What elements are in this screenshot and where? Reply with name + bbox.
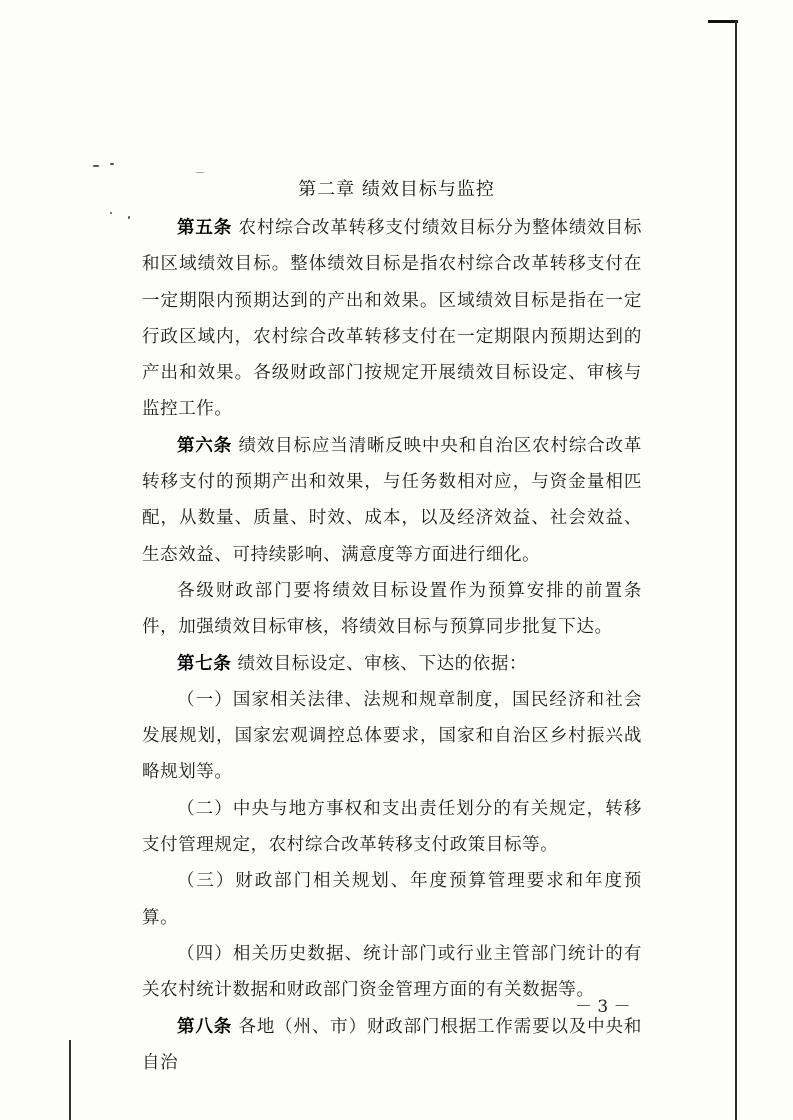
paragraph-text: 各级财政部门要将绩效目标设置作为预算安排的前置条件，加强绩效目标审核，将绩效目标与预算同步批复下达。 — [142, 580, 642, 638]
paragraph-article-6 — [142, 428, 642, 573]
paragraph-text: （四）相关历史数据、统计部门或行业主管部门统计的有关农村统计数据和财政部门资金管理方面的有关数据等。 — [142, 943, 642, 1001]
scan-speck — [110, 163, 114, 165]
page-number: － 3 － — [575, 997, 631, 1017]
article-label: 第七条 — [177, 653, 232, 674]
article-label: 第五条 — [177, 218, 233, 238]
paragraph-article-7 — [142, 646, 642, 682]
article-label: 第八条 — [177, 1016, 233, 1037]
scan-speck — [110, 212, 112, 214]
list-item-1 — [142, 682, 642, 791]
scan-speck — [93, 165, 99, 167]
paragraph-text: 绩效目标应当清晰反映中央和自治区农村综合改革转移支付的预期产出和效果，与任务数相对应，与资金量相匹配，从数量、质量、时效、成本，以及经济效益、社会效益、生态效益、可持续影响、满意度等方面进行细化。 — [142, 435, 642, 565]
scan-mark-top — [708, 20, 738, 23]
chapter-title: 第二章 绩效目标与监控 — [298, 179, 495, 200]
paragraph-text: 绩效目标设定、审核、下达的依据： — [231, 653, 528, 674]
paragraph-text: 农村综合改革转移支付绩效目标分为整体绩效目标和区域绩效目标。整体绩效目标是指农村综合改革转移支付在一定期限内预期达到的产出和效果。区域绩效目标是指在一定行政区域内，农村综合改革转移支付在一定期限内预期达到的产出和效果。各级财政部门按规定开展绩效目标设定、审核与监控工作。 — [142, 218, 642, 420]
list-item-4 — [142, 936, 642, 1009]
scan-speck — [196, 172, 204, 173]
list-item-2 — [142, 791, 642, 864]
paragraph-budget-precondition — [142, 573, 642, 646]
paragraph-article-8 — [142, 1009, 642, 1082]
scan-edge-line-left — [69, 1040, 71, 1120]
paragraph-text: （二）中央与地方事权和支出责任划分的有关规定，转移支付管理规定，农村综合改革转移支付政策目标等。 — [142, 798, 642, 856]
body-text — [142, 210, 642, 1081]
paragraph-article-5 — [142, 210, 642, 428]
paragraph-text: （一）国家相关法律、法规和规章制度，国民经济和社会发展规划，国家宏观调控总体要求，国家和自治区乡村振兴战略规划等。 — [142, 689, 642, 783]
paragraph-text: 各地（州、市）财政部门根据工作需要以及中央和自治 — [142, 1016, 642, 1073]
paragraph-text: （三）财政部门相关规划、年度预算管理要求和年度预算。 — [142, 871, 642, 928]
list-item-3 — [142, 863, 642, 936]
scan-speck — [128, 216, 130, 219]
article-label: 第六条 — [177, 435, 233, 456]
